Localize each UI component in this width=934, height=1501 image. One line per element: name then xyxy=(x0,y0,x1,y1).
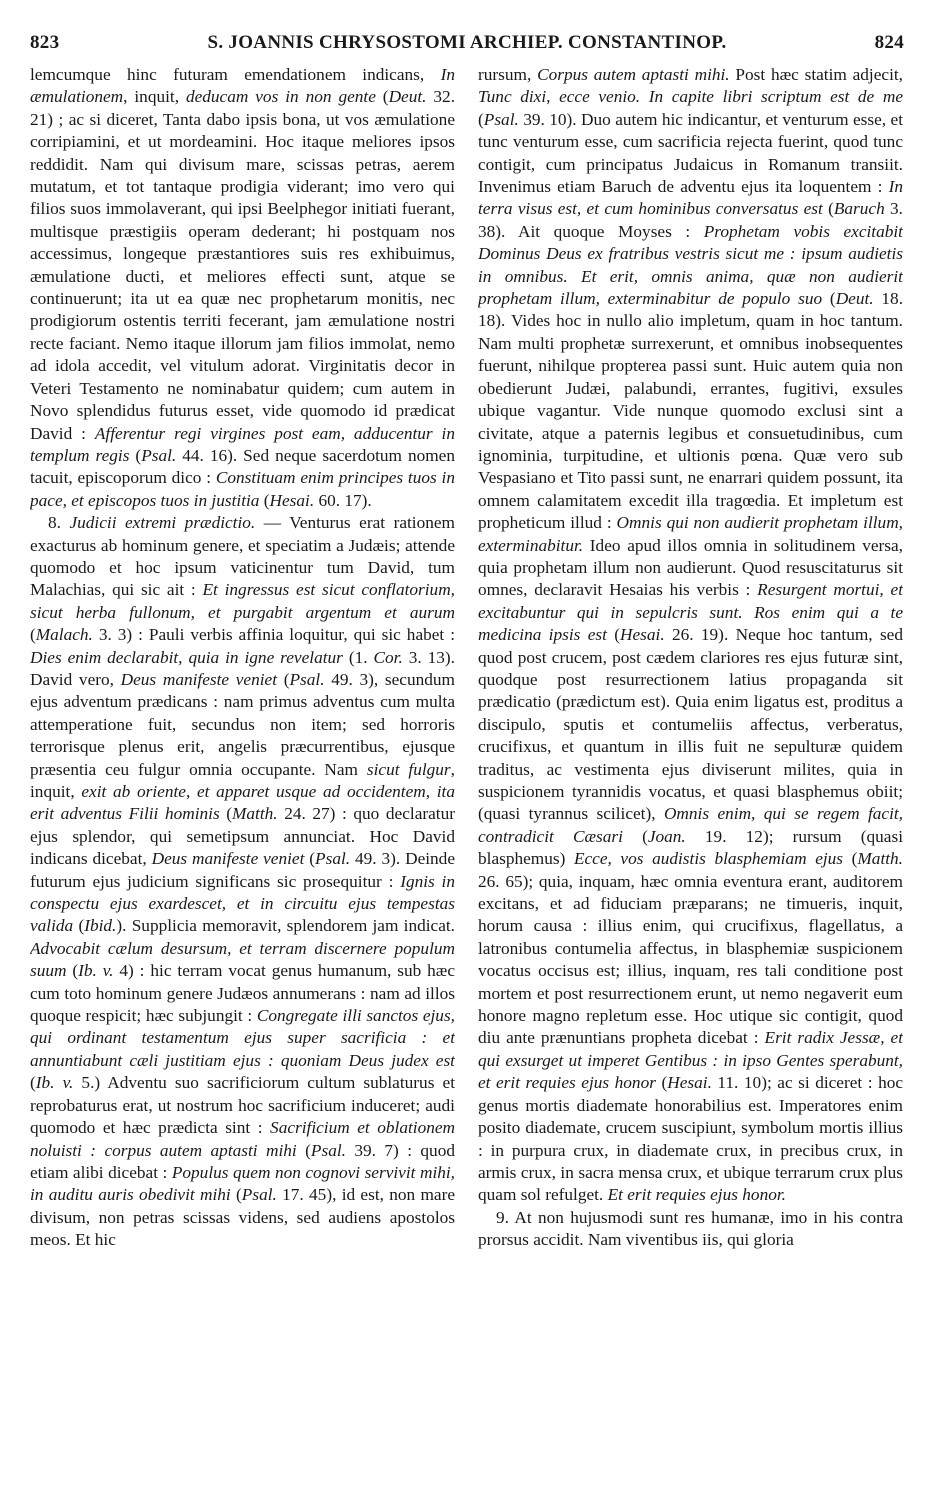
text-run: 32. 21) ; ac si diceret, Tanta dabo ipsis bona, ut vos æmulatione corripiamini, et ut mordeamini. Hoc itaque meliores ipsos reddidit. Nam qui divisum mare, scissas petras, aerem mutatum, et tot tantaque prodigia viderant; imo vero qui filios suos immolaverant, qui ipsi Beelphegor initiati fuerant, multisque præstigiis operam dederant; hi postquam nos accessimus, longeque præstantiores suis res exhibuimus, æmulatione ducti, et meliores effecti sunt, atque se continuerunt; ita ut ea quæ nec prophetarum monitis, nec prodigiorum ostentis territi fecerant, jam æmulatione nostri recte faciant. Nemo itaque illorum jam filios immolat, nemo ad idola accedit, vel vitulum adorat. Virginitatis decor in Veteri Testamento ne nominabatur quidem; cum autem in Novo splendidus futurus esset, vide quomodo id prædicat David : xyxy=(30,87,455,443)
text-run: ( xyxy=(277,669,290,689)
text-run: ). Supplicia memoravit, splendorem jam indicat. xyxy=(116,916,455,936)
text-run: 49. 3), secundum ejus adventum prædicans : nam primus adventus cum multa attemperatione fuit, secundus non item; sed horroris terrorisque plenus erit, angelis præcurrentibus, ejusque præsentia ceu fulgur omnia occupante. Nam xyxy=(30,669,455,779)
paragraph-8-judicii-extremi xyxy=(30,512,455,1251)
text-run: rursum, xyxy=(478,65,538,84)
text-run: ( xyxy=(296,1140,311,1160)
text-run: 26. 65); quia, inquam, hæc omnia eventura erant, auditorem excitans, et ad fiduciam præparans; ne timueris, inquit, horum causa : illius enim, qui crucifixus, flagellatus, a latronibus contumelia affectus, in blasphemiæ suspicionem vocatus occisus est; illius, inquam, res tali conditione post mortem et post resurrectionem erunt, ut nemo negaverit eum honore magno repletum esse. Hoc utique sic contigit, quod diu ante prænuntians propheta dicebat : xyxy=(478,871,903,1048)
text-run: 60. 17). xyxy=(314,490,372,510)
text-run: 26. 19). Neque hoc tantum, sed quod post crucem, post cædem clariores res ejus futuræ sint, quodque post resurrectionem latius propaganda sit prædicatio (prædictum est). Quia enim ligatus est, proditus a discipulo, sputis et contumeliis affectus, verberatus, crucifixus, et quantum in illis fuit ne sepulturæ quidem traditus, ac vestimenta ejus diviserunt milites, quia in suspicionem tyrannidis vocatus, et quasi blasphemus obiit; (quasi tyrannus scilicet), xyxy=(478,625,903,824)
text-run: ( xyxy=(606,625,620,645)
italic-text-run: Ignis in conspectu ejus exardescet, et in circuitu ejus tempestas valida xyxy=(30,871,455,936)
text-run: 3. 13). David vero, xyxy=(30,647,455,689)
italic-text-run: Matth. xyxy=(857,849,903,869)
italic-text-run: Deut. xyxy=(388,87,427,107)
text-run: ( xyxy=(30,1073,36,1093)
text-run: 39. 7) : quod etiam alibi dicebat : xyxy=(30,1140,455,1182)
text-run: ( xyxy=(230,1185,242,1205)
left-column xyxy=(30,64,455,1496)
italic-text-run: Tunc dixi, ecce venio. In capite libri scriptum est de me xyxy=(478,87,903,107)
text-run: ( xyxy=(66,961,79,981)
text-run: 19. 12); rursum (quasi blasphemus) xyxy=(478,826,903,869)
italic-text-run: Psal. xyxy=(310,1140,346,1160)
italic-text-run: Psal. xyxy=(483,109,519,129)
text-run: 49. 3). Deinde futurum ejus judicium significans sic prosequitur : xyxy=(30,849,455,891)
italic-text-run: deducam vos in non gente xyxy=(185,87,376,107)
page-number-right: 824 xyxy=(874,32,904,53)
text-run: ( xyxy=(30,625,36,645)
text-run: 5.) Adventu suo sacrificiorum cultum sublaturus et reprobaturus erat, ut nostrum hoc sacrificium induceret; audi quomodo et hæc prædicta sint : xyxy=(30,1073,455,1138)
italic-text-run: Hesai. xyxy=(269,490,315,510)
italic-text-run: Baruch xyxy=(833,199,885,219)
italic-text-run: In terra visus est, et cum hominibus conversatus est xyxy=(478,177,903,219)
italic-text-run: Afferentur regi virgines post eam, adducentur in templum regis xyxy=(30,423,455,465)
text-run: 9. At non hujusmodi sunt res humanæ, imo in his contra prorsus accidit. Nam viventibus iis, qui gloria xyxy=(478,1207,903,1250)
italic-text-run: Cor. xyxy=(373,647,403,667)
italic-text-run: Deus manifeste veniet xyxy=(120,669,278,689)
text-run: ( xyxy=(304,849,316,869)
italic-text-run: Populus quem non cognovi servivit mihi, in auditu auris obedivit mihi xyxy=(30,1162,455,1205)
text-run: Ideo apud illos omnia in solitudinem versa, quia prophetam illum non audierunt. Quod resuscitaturus sit omnes, declaravit Hesaias his verbis : xyxy=(478,535,903,600)
text-run: , inquit, xyxy=(30,759,455,801)
italic-text-run: sicut fulgur xyxy=(366,759,451,779)
italic-text-run: Deut. xyxy=(835,289,874,309)
text-run: ( xyxy=(219,804,233,824)
right-column xyxy=(478,64,903,1496)
italic-text-run: Hesai. xyxy=(667,1073,712,1093)
text-run: ( xyxy=(478,109,484,129)
running-title: S. JOANNIS CHRYSOSTOMI ARCHIEP. CONSTANTINOP. xyxy=(207,32,727,53)
text-run: 24. 27) : quo declaratur ejus splendor, qui semetipsum annunciat. Hoc David indicans dicebat, xyxy=(30,804,455,869)
text-run: 3. 3) : Pauli verbis affinia loquitur, qui sic habet : xyxy=(92,625,455,645)
italic-text-run: Dies enim declarabit, quia in igne revelatur xyxy=(30,647,343,667)
text-run: 18. 18). Vides hoc in nullo alio impletum, quam in hoc tantum. Nam multi prophetæ surrexerunt, et omnibus inobsequentes fuerunt, nihilque propterea passi sunt. Huic autem quia non obedierunt Judæi, palabundi, errantes, fugitivi, exsules ubique vagantur. Vide nunque quomodo exclusi sint a civitate, atque a paternis legibus et consuetudinibus, cum ignominia, turpitudine, et ultionis pœna. Quæ vero sub Vespasiano et Tito passi sunt, ne enarrari quidem possunt, ita omnem calamitatem excedit illa tragœdia. Et impletum est propheticum illud : xyxy=(478,289,903,533)
italic-text-run: Et erit requies ejus honor. xyxy=(607,1185,786,1205)
italic-text-run: Sacrificium et oblationem noluisti : corpus autem aptasti mihi xyxy=(30,1118,455,1160)
italic-text-run: Ecce, vos audistis blasphemiam ejus xyxy=(573,849,844,869)
italic-text-run: Ibid. xyxy=(84,916,117,936)
text-run: 11. 10); ac si diceret : hoc genus mortis diademate honorabilius est. Imperatores enim posito diademate, crucem suscipiunt, symbolum mortis illius : in purpura crux, in diademate crux, in precibus crux, in armis crux, in sacra mensa crux, et ubique terrarum crux plus quam sol refulget. xyxy=(478,1073,903,1205)
text-run: ( xyxy=(822,199,834,219)
italic-text-run: Psal. xyxy=(289,669,325,689)
text-run: 39. 10). Duo autem hic indicantur, et venturum esse, et tunc venturum esse, cum sacrificia rejecta fuerint, quod tunc contigit, cum principatus Judaicus in Romanum transiit. Invenimus etiam Baruch de adventu ejus ita loquentem : xyxy=(478,109,903,197)
text-run: ( xyxy=(129,445,142,465)
italic-text-run: Ib. v. xyxy=(35,1073,74,1093)
text-run: Post hæc statim adjecit, xyxy=(729,65,903,84)
italic-text-run: Prophetam vobis excitabit Dominus Deus ex fratribus vestris sicut me : ipsum audietis in omnibus. Et erit, omnis anima, quæ non audierit prophetam illum, exterminabitur de populo suo xyxy=(478,221,903,309)
italic-text-run: Joan. xyxy=(647,826,686,846)
italic-text-run: Psal. xyxy=(315,849,351,869)
italic-text-run: Constituam enim principes tuos in pace, et episcopos tuos in justitia xyxy=(30,468,455,510)
text-run: ( xyxy=(73,916,85,936)
italic-text-run: Erit radix Jessæ, et qui exsurget ut imperet Gentibus : in ipso Gentes sperabunt, et erit requies ejus honor xyxy=(478,1028,903,1093)
text-run: — Venturus erat rationem exacturus ab hominum genere, et speciatim a Judæis; attende quomodo et hoc ipsum vaticinentur tum David, tum Malachias, qui sic ait : xyxy=(30,513,455,600)
text-run: ( xyxy=(822,289,836,309)
italic-text-run: Omnis qui non audierit prophetam illum, exterminabitur. xyxy=(478,513,903,555)
text-run: ( xyxy=(259,490,270,510)
italic-text-run: Omnis enim, qui se regem facit, contradicit Cæsari xyxy=(478,804,903,846)
text-run: , inquit, xyxy=(123,87,186,107)
paragraph xyxy=(478,64,903,1207)
text-run: ( xyxy=(655,1073,668,1093)
text-run: ( xyxy=(843,849,858,869)
italic-text-run: Advocabit cælum desursum, et terram discernere populum suum xyxy=(30,938,455,981)
italic-text-run: Et ingressus est sicut conflatorium, sicut herba fullonum, et purgabit argentum et aurum xyxy=(30,580,455,622)
italic-text-run: Hesai. xyxy=(620,625,665,645)
italic-text-run: Corpus autem aptasti mihi. xyxy=(537,65,730,84)
italic-text-run: exit ab oriente, et apparet usque ad occidentem, ita erit adventus Filii hominis xyxy=(30,782,455,824)
text-run: (1. xyxy=(342,647,374,667)
text-run: 3. 38). Ait quoque Moyses : xyxy=(478,199,903,241)
text-run: ( xyxy=(622,826,648,846)
italic-text-run: Deus manifeste veniet xyxy=(151,849,305,869)
page-number-left: 823 xyxy=(30,32,60,53)
italic-text-run: Psal. xyxy=(141,445,177,465)
running-header xyxy=(30,32,904,62)
italic-text-run: Judicii extremi prædictio. xyxy=(69,513,256,533)
italic-text-run: Psal. xyxy=(241,1185,277,1205)
text-run: 8. xyxy=(48,513,70,533)
text-run: lemcumque hinc futuram emendationem indicans, xyxy=(30,65,441,84)
italic-text-run: Malach. xyxy=(35,625,93,645)
italic-text-run: In æmulationem xyxy=(30,65,455,107)
paragraph xyxy=(30,64,455,512)
paragraph-9 xyxy=(478,1207,903,1252)
italic-text-run: Ib. v. xyxy=(78,961,114,981)
italic-text-run: Matth. xyxy=(232,804,278,824)
text-run: ( xyxy=(375,87,389,107)
italic-text-run: Resurgent mortui, et excitabuntur qui in sepulcris sunt. Ros enim qui a te medicina ipsis est xyxy=(478,580,903,645)
text-run: 17. 45), id est, non mare divisum, non petras scissas videns, sed audiens apostolos meos. Et hic xyxy=(30,1185,455,1250)
text-run: 4) : hic terram vocat genus humanum, sub hæc cum toto hominum genere Judæos annumerans : nam ad illos quoque respicit; hæc subjungit : xyxy=(30,961,455,1026)
text-run: 44. 16). Sed neque sacerdotum nomen tacuit, episcoporum dico : xyxy=(30,445,455,488)
italic-text-run: Congregate illi sanctos ejus, qui ordinant testamentum ejus super sacrificia : et annuntiabunt cæli justitiam ejus : quoniam Deus judex est xyxy=(30,1006,455,1070)
